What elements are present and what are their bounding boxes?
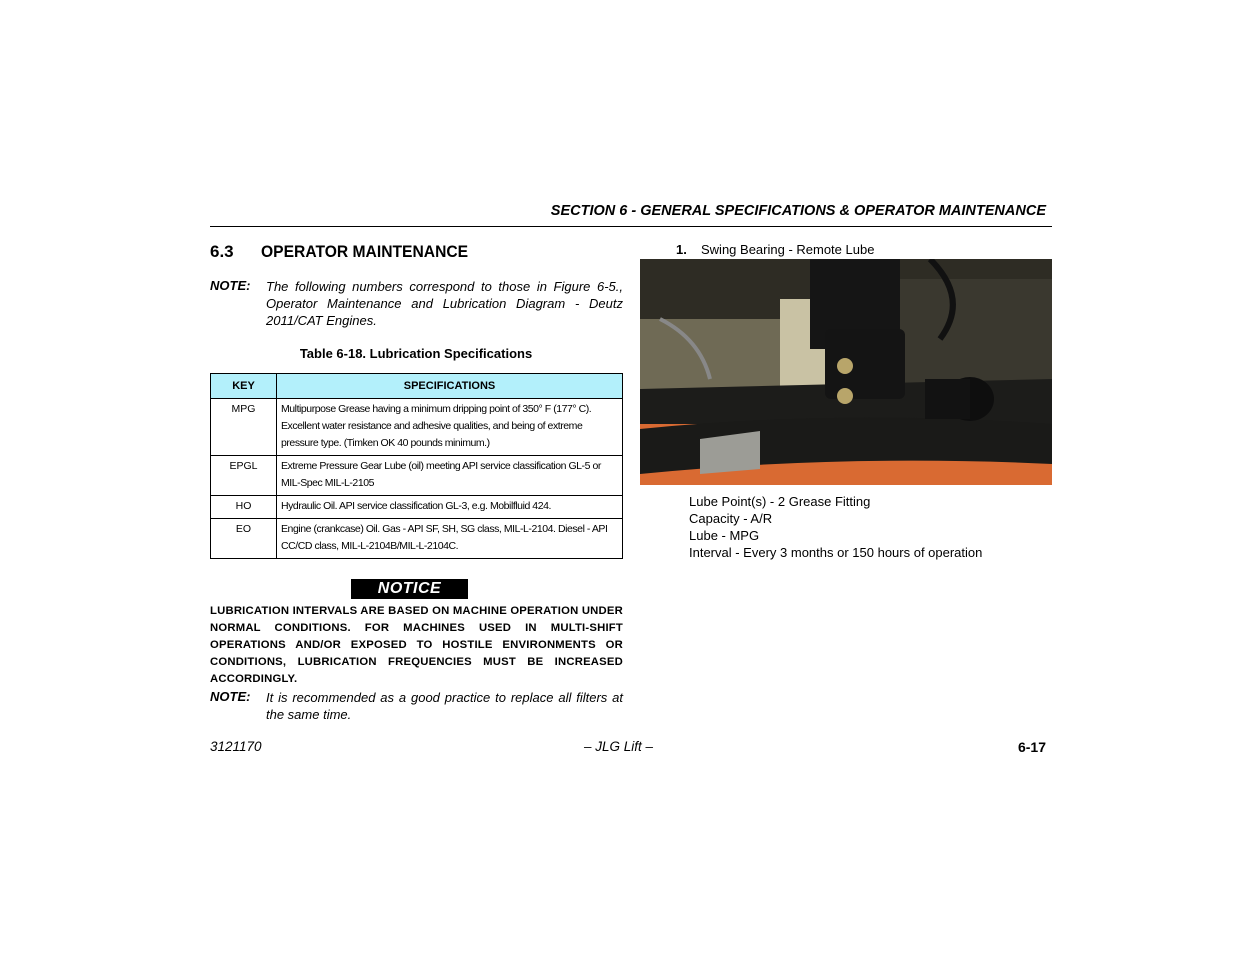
table-row [211,399,623,456]
lube-points: Lube Point(s) - 2 Grease Fitting [689,494,871,509]
notice-text: LUBRICATION INTERVALS ARE BASED ON MACHINE OPERATION UNDER NORMAL CONDITIONS. FOR MACHINES USED IN MULTI-SHIFT OPERATIONS AND/OR EXPOSED TO HOSTILE ENVIRONMENTS OR CONDITIONS, LUBRICATION FREQUENCIES MUST BE INCREASED ACCORDINGLY. [210,605,623,685]
capacity: Capacity - A/R [689,511,773,526]
row-key: EPGL [211,456,277,496]
section-header: SECTION 6 - GENERAL SPECIFICATIONS & OPERATOR MAINTENANCE [550,203,1046,219]
note-text: It is recommended as a good practice to replace all filters at the same time. [266,690,623,722]
note-label: NOTE: [210,689,251,704]
row-key: EO [211,519,277,559]
note-label: NOTE: [210,278,251,293]
note-text: The following numbers correspond to those in Figure 6-5., Operator Maintenance and Lubrication Diagram - Deutz 2011/CAT Engines. [266,279,623,328]
section-number: 6.3 [210,242,234,261]
lube-specs [689,493,982,561]
table-row [211,519,623,559]
step-number: 1. [676,242,687,257]
step-title: Swing Bearing - Remote Lube [701,242,875,257]
row-key: MPG [211,399,277,456]
row-spec: Multipurpose Grease having a minimum dripping point of 350° F (177° C). Excellent water resistance and adhesive qualities, and being of extreme pressure type. (Timken OK 40 pounds minimum.) [277,399,623,456]
row-spec: Extreme Pressure Gear Lube (oil) meeting API service classification GL-5 or MIL-Spec MIL-L-2105 [277,456,623,496]
lubrication-table [210,373,623,559]
row-key: HO [211,496,277,519]
footer-center: – JLG Lift – [583,739,654,754]
table-row [211,456,623,496]
interval: Interval - Every 3 months or 150 hours of operation [689,545,983,560]
table-header-row [211,374,623,399]
notice-badge: NOTICE [351,579,468,599]
row-spec: Engine (crankcase) Oil. Gas - API SF, SH, SG class, MIL-L-2104. Diesel - API CC/CD class, MIL-L-2104B/MIL-L-2104C. [277,519,623,559]
column-header-specifications: SPECIFICATIONS [277,374,623,399]
swing-bearing-photo [640,259,1052,485]
section-title: OPERATOR MAINTENANCE [261,242,469,261]
page-number: 6-17 [1017,739,1046,755]
table-caption: Table 6-18. Lubrication Specifications [299,346,533,361]
doc-number: 3121170 [210,739,262,754]
row-spec: Hydraulic Oil. API service classification GL-3, e.g. Mobilfluid 424. [277,496,623,519]
header-divider [210,226,1052,227]
column-header-key: KEY [211,374,277,399]
lube-type: Lube - MPG [689,528,760,543]
table-row [211,496,623,519]
